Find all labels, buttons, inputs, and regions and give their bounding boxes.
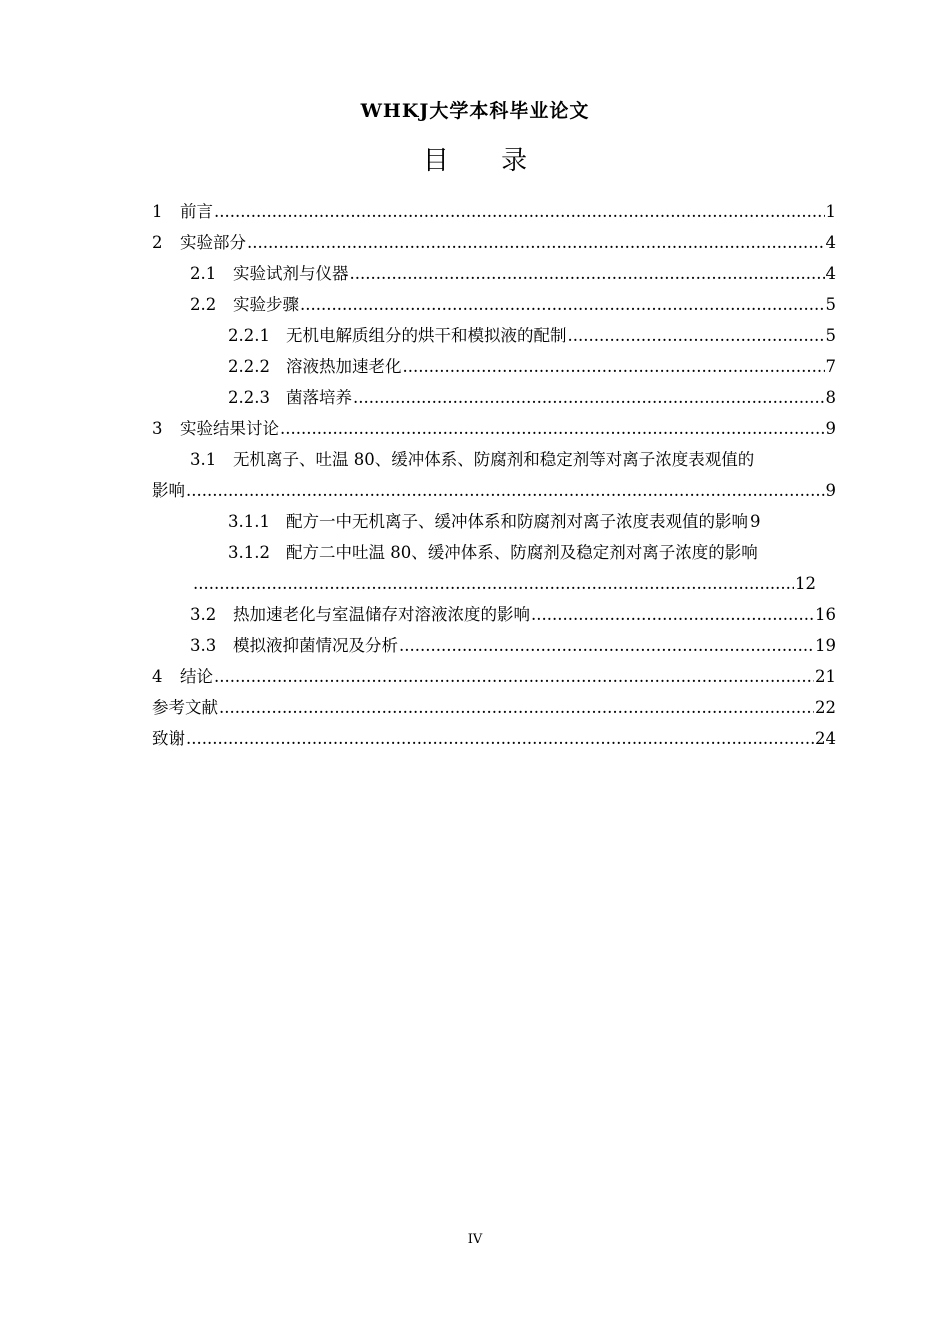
toc-label: 菌落培养	[286, 388, 352, 407]
toc-label: 实验部分	[180, 233, 246, 252]
dot-leader	[399, 630, 814, 661]
toc-number: 2.2.2	[228, 357, 270, 376]
toc-entry-2-2-1[interactable]	[152, 320, 836, 351]
dot-leader	[186, 475, 825, 506]
dot-leader	[214, 196, 825, 227]
toc-label: 无机离子、吐温 80、缓冲体系、防腐剂和稳定剂等对离子浓度表观值的	[233, 450, 755, 469]
dot-leader	[403, 351, 825, 382]
toc-page: 19	[815, 636, 836, 655]
toc-entry-3-1-2[interactable]	[152, 537, 836, 568]
toc-entry-references[interactable]	[152, 692, 836, 723]
toc-page: 16	[815, 605, 836, 624]
toc-number: 2.2.1	[228, 326, 270, 345]
toc-page: 9	[825, 481, 836, 500]
toc-number: 4	[152, 667, 163, 686]
dot-leader	[219, 692, 814, 723]
toc-label: 溶液热加速老化	[286, 357, 402, 376]
dot-leader	[186, 723, 814, 754]
toc-page: 9	[825, 419, 836, 438]
toc-entry-3-1[interactable]	[152, 444, 836, 475]
toc-label: 模拟液抑菌情况及分析	[233, 636, 398, 655]
toc-label: 实验步骤	[233, 295, 299, 314]
document-header: WHKJ大学本科毕业论文	[360, 100, 590, 122]
dot-leader	[531, 599, 814, 630]
toc-entry-3-2[interactable]	[152, 599, 836, 630]
toc-label: 配方二中吐温 80、缓冲体系、防腐剂及稳定剂对离子浓度的影响	[286, 543, 758, 562]
toc-number: 2.2.3	[228, 388, 270, 407]
toc-number: 2.2	[190, 295, 217, 314]
dot-leader	[350, 258, 825, 289]
toc-entry-3-1-1[interactable]	[152, 506, 836, 537]
toc-page: 9	[750, 512, 761, 531]
dot-leader	[193, 568, 794, 599]
toc-page: 22	[815, 698, 836, 717]
toc-number: 2.1	[190, 264, 217, 283]
dot-leader	[353, 382, 825, 413]
toc-page: 4	[825, 264, 836, 283]
toc-entry-3-1-2-continued[interactable]	[152, 568, 836, 599]
toc-number: 3	[152, 419, 163, 438]
toc-entry-1[interactable]	[152, 196, 836, 227]
toc-label: 实验试剂与仪器	[233, 264, 349, 283]
table-of-contents	[152, 196, 836, 754]
toc-label: 配方一中无机离子、缓冲体系和防腐剂对离子浓度表观值的影响	[286, 512, 748, 531]
toc-page: 12	[795, 574, 816, 593]
toc-entry-2[interactable]	[152, 227, 836, 258]
toc-page: 7	[825, 357, 836, 376]
toc-number: 1	[152, 202, 163, 221]
dot-leader	[568, 320, 825, 351]
toc-entry-3-3[interactable]	[152, 630, 836, 661]
toc-page: 24	[815, 729, 836, 748]
toc-label: 实验结果讨论	[180, 419, 279, 438]
toc-number: 2	[152, 233, 163, 252]
toc-label: 参考文献	[152, 698, 218, 717]
toc-entry-3-1-continued[interactable]	[152, 475, 836, 506]
toc-label: 热加速老化与室温储存对溶液浓度的影响	[233, 605, 530, 624]
toc-entry-2-2[interactable]	[152, 289, 836, 320]
toc-label: 致谢	[152, 729, 185, 748]
toc-page: 5	[825, 295, 836, 314]
toc-page: 4	[825, 233, 836, 252]
toc-label: 结论	[180, 667, 213, 686]
toc-entry-acknowledgements[interactable]	[152, 723, 836, 754]
toc-number: 3.2	[190, 605, 217, 624]
toc-page: 5	[825, 326, 836, 345]
toc-number: 3.3	[190, 636, 217, 655]
page-number: IV	[467, 1232, 483, 1247]
toc-label: 无机电解质组分的烘干和模拟液的配制	[286, 326, 567, 345]
dot-leader	[280, 413, 825, 444]
toc-label-continued: 影响	[152, 481, 185, 500]
toc-entry-4[interactable]	[152, 661, 836, 692]
toc-entry-2-2-2[interactable]	[152, 351, 836, 382]
toc-entry-3[interactable]	[152, 413, 836, 444]
dot-leader	[300, 289, 825, 320]
toc-number: 3.1.1	[228, 512, 270, 531]
toc-title: 目 录	[422, 146, 550, 176]
toc-entry-2-1[interactable]	[152, 258, 836, 289]
dot-leader	[247, 227, 825, 258]
toc-page: 1	[825, 202, 836, 221]
toc-number: 3.1	[190, 450, 217, 469]
toc-label: 前言	[180, 202, 213, 221]
toc-entry-2-2-3[interactable]	[152, 382, 836, 413]
toc-number: 3.1.2	[228, 543, 270, 562]
dot-leader	[214, 661, 814, 692]
toc-page: 21	[815, 667, 836, 686]
toc-page: 8	[825, 388, 836, 407]
